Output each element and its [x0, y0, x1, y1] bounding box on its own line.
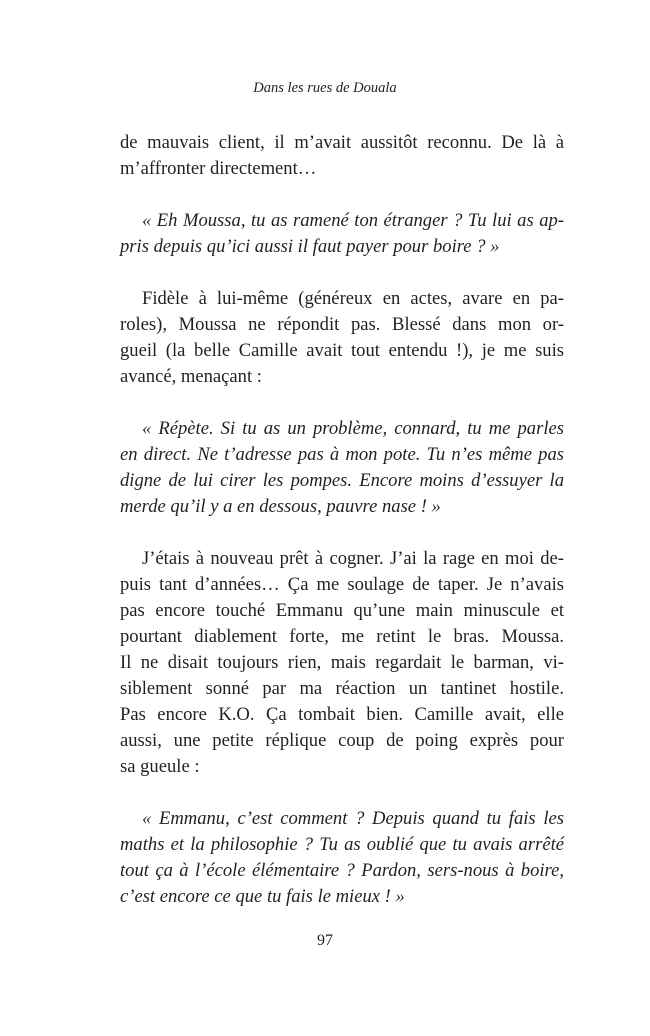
paragraph-1 — [120, 130, 564, 182]
text-line: digne de lui cirer les pompes. Encore moins d’essuyer la — [120, 470, 564, 491]
paragraph-3 — [120, 286, 564, 390]
text-line: pris depuis qu’ici aussi il faut payer pour boire ? » — [120, 236, 500, 257]
text-line: Pas encore K.O. Ça tombait bien. Camille avait, elle — [120, 704, 564, 725]
text-line: avancé, menaçant : — [120, 366, 262, 387]
text-line: gueil (la belle Camille avait tout entendu !), je me suis — [120, 340, 564, 361]
paragraph-gap — [120, 260, 564, 286]
text-line: « Répète. Si tu as un problème, connard, tu me parles — [142, 418, 564, 439]
paragraph-gap — [120, 182, 564, 208]
paragraph-gap — [120, 780, 564, 806]
text-line: « Emmanu, c’est comment ? Depuis quand tu fais les — [142, 808, 564, 829]
text-line: merde qu’il y a en dessous, pauvre nase ! » — [120, 496, 441, 517]
text-line: c’est encore ce que tu fais le mieux ! » — [120, 886, 405, 907]
text-line: m’affronter directement… — [120, 158, 317, 179]
paragraph-6-dialogue — [120, 806, 564, 910]
paragraph-gap — [120, 520, 564, 546]
text-line: J’étais à nouveau prêt à cogner. J’ai la rage en moi de- — [142, 548, 564, 569]
text-line: Fidèle à lui-même (généreux en actes, avare en pa- — [142, 288, 564, 309]
text-line: « Eh Moussa, tu as ramené ton étranger ? Tu lui as ap- — [142, 210, 564, 231]
running-header: Dans les rues de Douala — [253, 80, 397, 96]
text-line: pas encore touché Emmanu qu’une main minuscule et — [120, 600, 564, 621]
text-line: siblement sonné par ma réaction un tantinet hostile. — [120, 678, 564, 699]
text-line: aussi, une petite réplique coup de poing exprès pour — [120, 730, 564, 751]
text-line: tout ça à l’école élémentaire ? Pardon, sers-nous à boire, — [120, 860, 564, 881]
paragraph-2-dialogue — [120, 208, 564, 260]
text-line: maths et la philosophie ? Tu as oublié que tu avais arrêté — [120, 834, 564, 855]
text-line: de mauvais client, il m’avait aussitôt reconnu. De là à — [120, 132, 564, 153]
body-text — [120, 130, 564, 910]
paragraph-gap — [120, 390, 564, 416]
page-number: 97 — [317, 932, 333, 949]
text-line: roles), Moussa ne répondit pas. Blessé dans mon or- — [120, 314, 564, 335]
paragraph-5 — [120, 546, 564, 780]
text-line: puis tant d’années… Ça me soulage de taper. Je n’avais — [120, 574, 564, 595]
paragraph-4-dialogue — [120, 416, 564, 520]
text-line: sa gueule : — [120, 756, 200, 777]
text-line: Il ne disait toujours rien, mais regardait le barman, vi- — [120, 652, 564, 673]
text-line: pourtant diablement forte, me retint le bras. Moussa. — [120, 626, 564, 647]
text-line: en direct. Ne t’adresse pas à mon pote. Tu n’es même pas — [120, 444, 564, 465]
